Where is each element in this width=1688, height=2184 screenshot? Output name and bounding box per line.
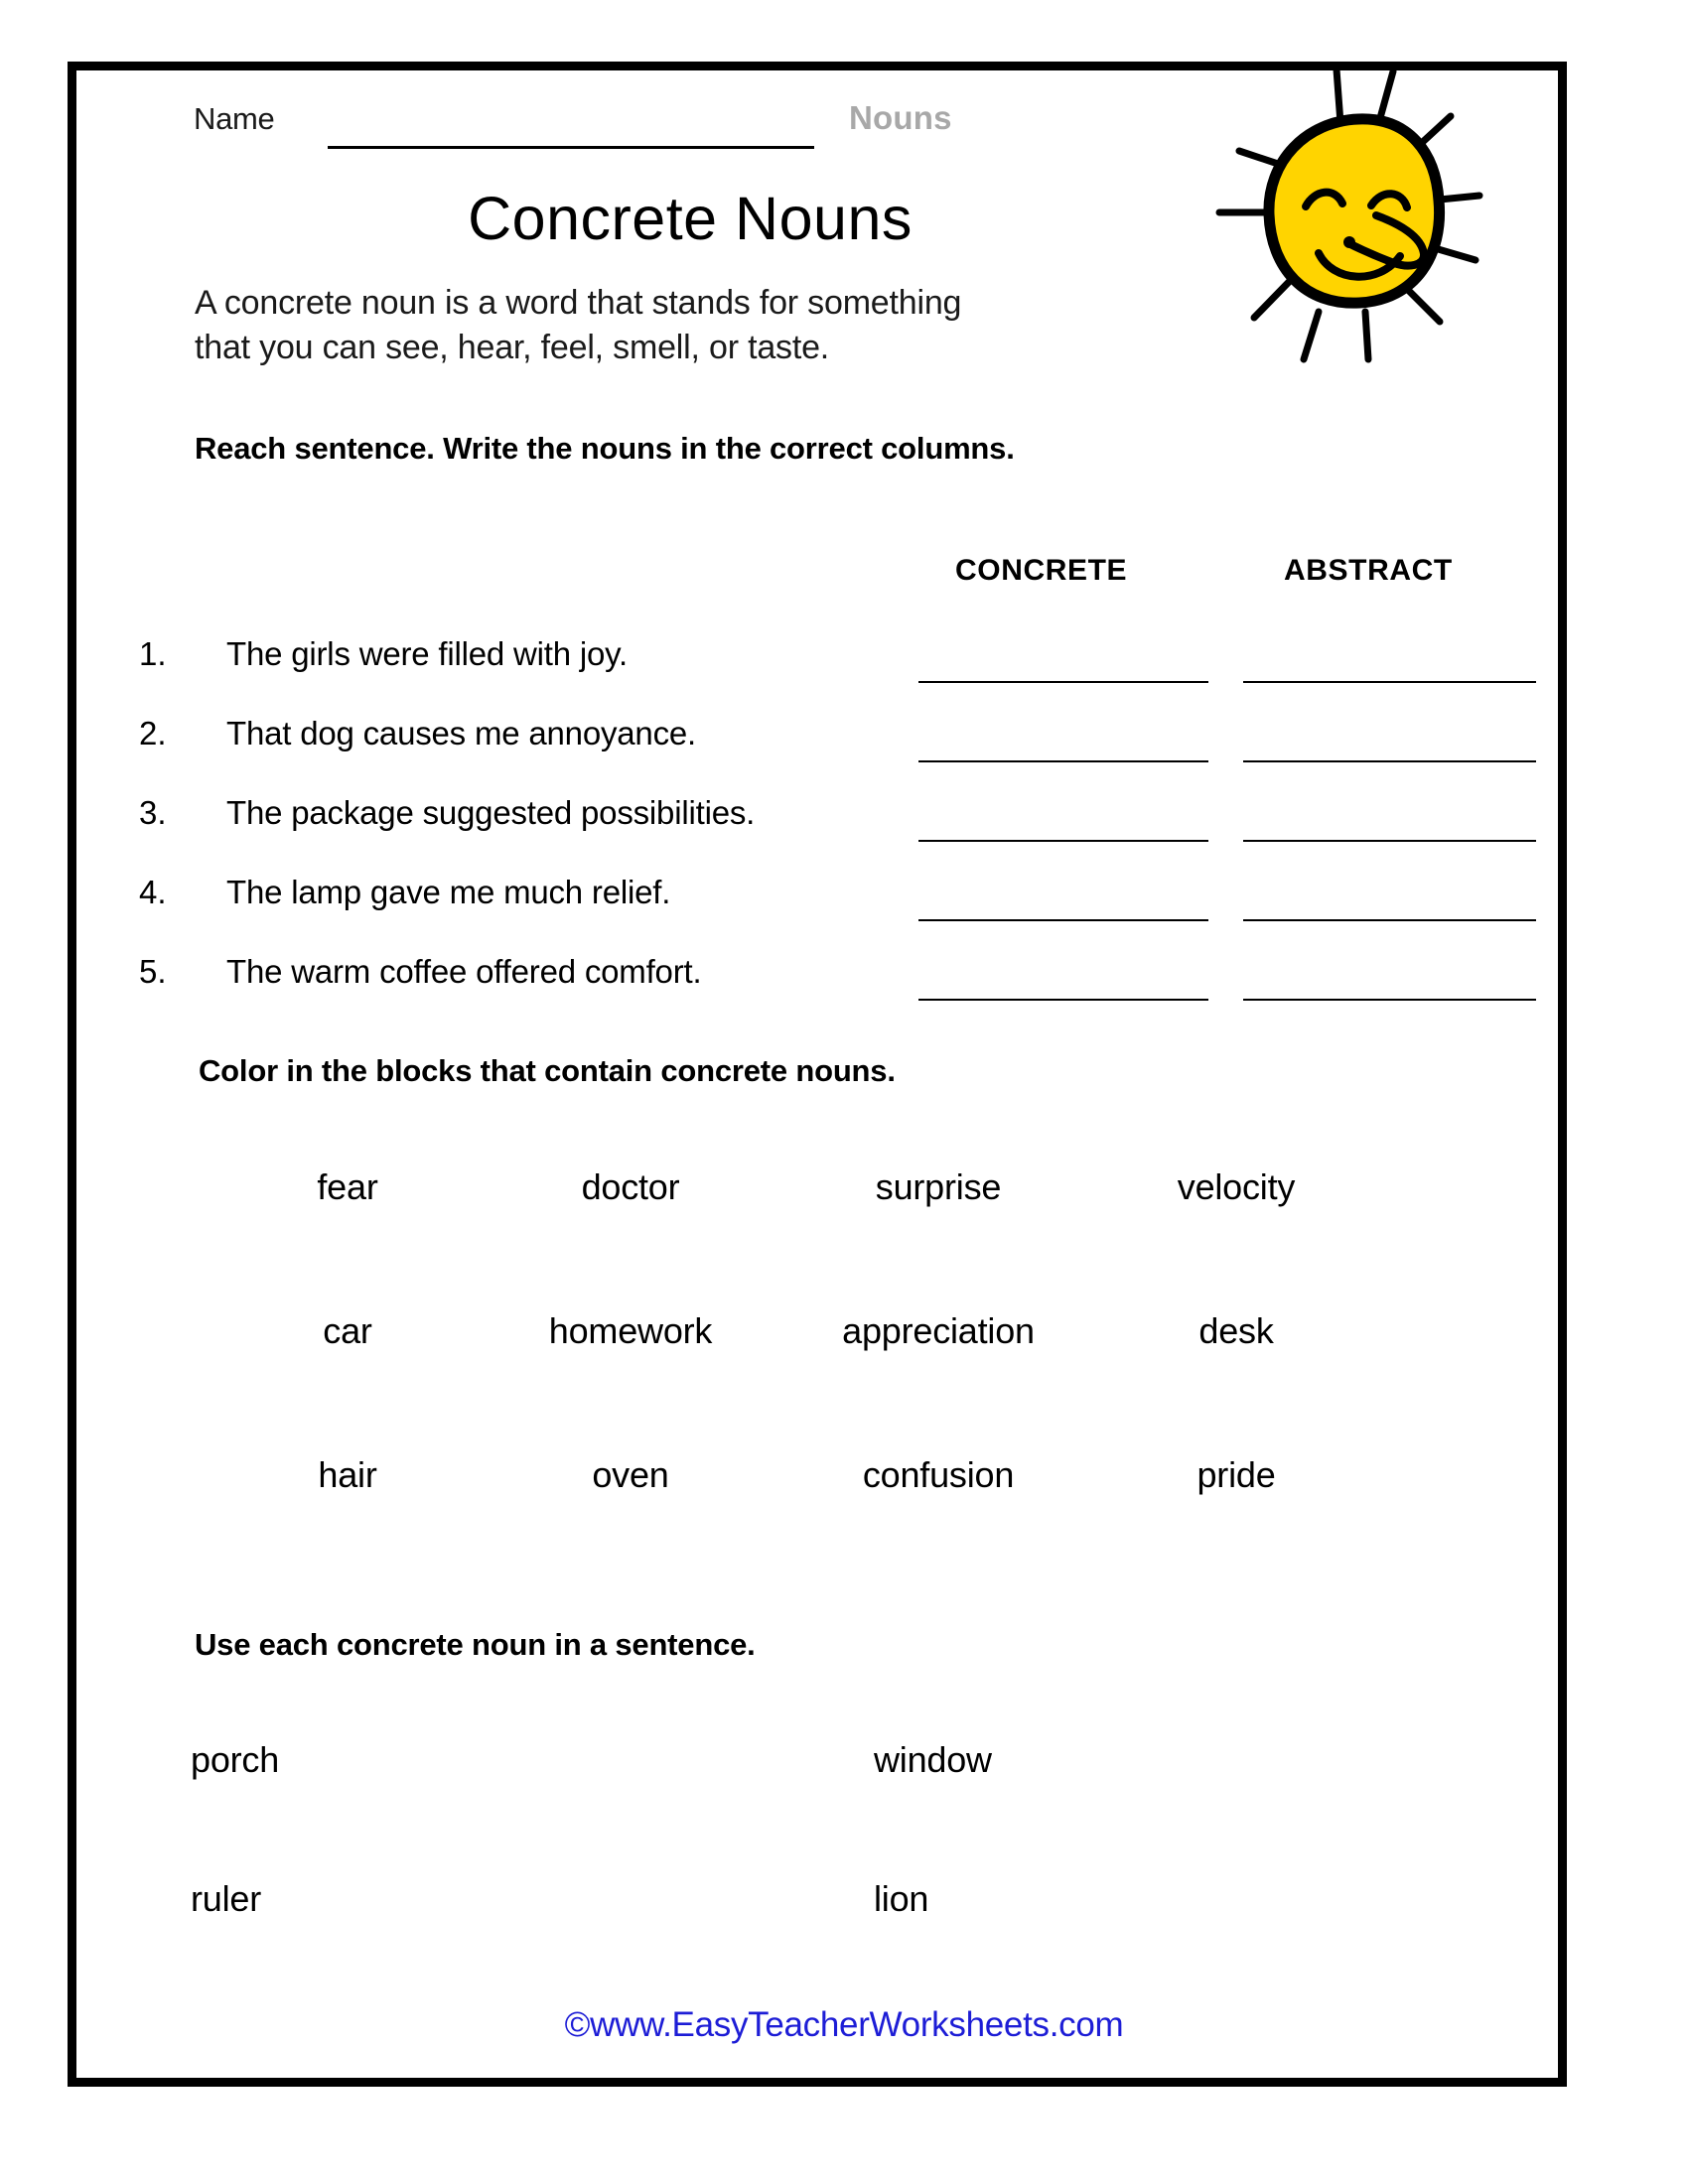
practice-word: ruler [191,1878,262,1919]
practice-noun-list [191,1739,1362,2017]
word-block[interactable]: pride [1196,1454,1276,1495]
page-title: Concrete Nouns [468,185,913,252]
practice-word: porch [191,1739,280,1780]
practice-row [191,1878,1362,2017]
topic-label: Nouns [849,99,952,136]
intro-line-1: A concrete noun is a word that stands for something [195,284,962,322]
sentence-text: The girls were filled with joy. [226,635,628,672]
word-grid-row [213,1310,1425,1454]
column-header-concrete: CONCRETE [955,554,1128,587]
word-block[interactable]: velocity [1177,1166,1296,1207]
sentence-number: 2. [139,715,167,751]
answer-blank-concrete[interactable] [918,840,1208,842]
answer-blank-concrete[interactable] [918,999,1208,1001]
sentence-row [139,784,1509,864]
worksheet-header [194,97,1365,153]
answer-blank-concrete[interactable] [918,760,1208,762]
footer-website-link[interactable]: ©www.EasyTeacherWorksheets.com [564,2005,1124,2044]
sentence-text: That dog causes me annoyance. [226,715,697,751]
practice-row [191,1739,1362,1878]
sentence-number: 1. [139,635,167,672]
sentence-row [139,943,1509,1023]
intro-paragraph [195,281,1197,370]
word-block[interactable]: appreciation [842,1310,1035,1351]
word-block[interactable]: confusion [862,1454,1015,1495]
word-block[interactable]: doctor [581,1166,680,1207]
column-header-abstract: ABSTRACT [1284,554,1453,587]
sentence-list [139,625,1509,1023]
name-label: Name [194,101,275,136]
intro-line-2: that you can see, hear, feel, smell, or taste. [195,328,830,366]
practice-word: window [874,1739,992,1780]
word-block[interactable]: desk [1198,1310,1274,1351]
sentence-text: The package suggested possibilities. [226,794,756,831]
section1-direction: Reach sentence. Write the nouns in the correct columns. [195,431,1015,466]
answer-blank-abstract[interactable] [1243,760,1536,762]
sentence-row [139,705,1509,784]
answer-blank-abstract[interactable] [1243,999,1536,1001]
section2-direction: Color in the blocks that contain concrete nouns. [199,1053,896,1088]
word-grid-row [213,1166,1425,1310]
word-block[interactable]: homework [548,1310,713,1351]
name-blank-line[interactable] [328,146,814,149]
concrete-noun-block-grid [213,1166,1425,1598]
sentence-text: The lamp gave me much relief. [226,874,671,910]
sentence-number: 3. [139,794,167,831]
word-block[interactable]: hair [318,1454,377,1495]
answer-blank-concrete[interactable] [918,919,1208,921]
sentence-text: The warm coffee offered comfort. [226,953,702,990]
sentence-row [139,864,1509,943]
answer-blank-abstract[interactable] [1243,840,1536,842]
practice-word: lion [874,1878,929,1919]
word-block[interactable]: surprise [875,1166,1002,1207]
word-grid-row [213,1454,1425,1598]
sentence-row [139,625,1509,705]
section3-direction: Use each concrete noun in a sentence. [195,1627,756,1662]
sentence-number: 4. [139,874,167,910]
answer-blank-abstract[interactable] [1243,681,1536,683]
word-block[interactable]: fear [317,1166,378,1207]
word-block[interactable]: oven [592,1454,669,1495]
answer-blank-abstract[interactable] [1243,919,1536,921]
smiling-sun-icon [1209,62,1507,389]
word-block[interactable]: car [323,1310,372,1351]
sentence-number: 5. [139,953,167,990]
answer-blank-concrete[interactable] [918,681,1208,683]
